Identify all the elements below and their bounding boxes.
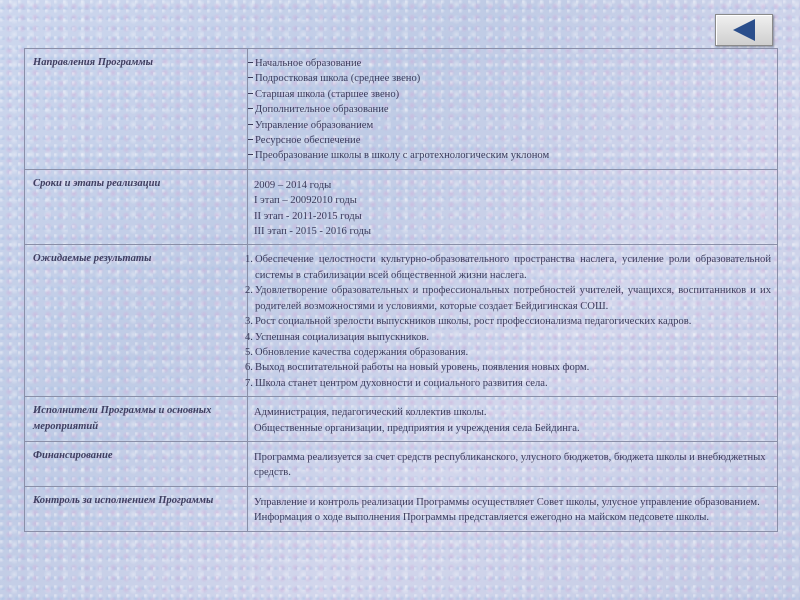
text-line: Управление и контроль реализации Программы осуществляет Совет школы, улусное управление образованием. bbox=[254, 496, 760, 508]
list-item: Управление образованием bbox=[248, 118, 771, 133]
control-text bbox=[248, 490, 771, 528]
table-row bbox=[25, 441, 778, 486]
row-label: Сроки и этапы реализации bbox=[25, 169, 248, 245]
text-line: Администрация, педагогический коллектив школы. bbox=[254, 407, 487, 419]
row-label: Контроль за исполнением Программы bbox=[25, 486, 248, 531]
list-item bbox=[245, 345, 771, 360]
row-label: Финансирование bbox=[25, 441, 248, 486]
item-number: 2. bbox=[245, 285, 253, 297]
table-row bbox=[25, 49, 778, 170]
list-item: Ресурсное обеспечение bbox=[248, 133, 771, 148]
row-value bbox=[248, 169, 778, 245]
timeline-text bbox=[248, 173, 771, 242]
list-item: Начальное образование bbox=[248, 56, 771, 71]
item-number: 5. bbox=[245, 346, 253, 358]
row-value bbox=[248, 486, 778, 531]
back-arrow-icon bbox=[733, 19, 755, 41]
row-value bbox=[248, 441, 778, 486]
table-row bbox=[25, 397, 778, 442]
text-line: 2009 – 2014 годы bbox=[254, 179, 332, 191]
item-text: Удовлетворение образовательных и профессиональных потребностей учителей, учащихся, воспитанников и их родителей возможностями и условиями, которые создает Бейдигинская СОШ. bbox=[255, 285, 771, 312]
list-item bbox=[245, 330, 771, 345]
program-table bbox=[24, 48, 778, 532]
item-text: Рост социальной зрелости выпускников школы, рост профессионализма педагогических кадров. bbox=[255, 316, 692, 328]
list-item bbox=[245, 360, 771, 375]
text-line: Общественные организации, предприятия и учреждения села Бейдинга. bbox=[254, 422, 580, 434]
row-label: Ожидаемые результаты bbox=[25, 245, 248, 397]
text-line: I этап – 20092010 годы bbox=[254, 195, 357, 207]
item-number: 1. bbox=[245, 254, 253, 266]
item-text: Успешная социализация выпускников. bbox=[255, 331, 430, 343]
back-button[interactable] bbox=[715, 14, 773, 46]
item-text: Обеспечение целостности культурно-образовательного пространства наслега, усиление роли образовательной системы в стабилизации всей общественной жизни наслега. bbox=[255, 254, 771, 281]
item-number: 7. bbox=[245, 377, 253, 389]
item-number: 3. bbox=[245, 316, 253, 328]
item-text: Обновление качества содержания образования. bbox=[255, 346, 469, 358]
list-item bbox=[245, 283, 771, 314]
row-value bbox=[245, 245, 778, 397]
row-label: Исполнители Программы и основных мероприятий bbox=[25, 397, 248, 442]
text-line: Программа реализуется за счет средств республиканского, улусного бюджетов, бюджета школы и внебюджетных средств. bbox=[254, 451, 766, 479]
row-label: Направления Программы bbox=[25, 49, 248, 170]
table-row bbox=[25, 245, 778, 397]
list-item: Преобразование школы в школу с агротехнологическим уклоном bbox=[248, 148, 771, 163]
list-item: Подростковая школа (среднее звено) bbox=[248, 71, 771, 86]
executors-text bbox=[248, 400, 771, 438]
text-line: Информация о ходе выполнения Программы представляется ежегодно на майском педсовете школы. bbox=[254, 512, 710, 524]
table-row bbox=[25, 486, 778, 531]
results-list bbox=[245, 248, 771, 393]
text-line: II этап - 2011-2015 годы bbox=[254, 210, 362, 222]
text-line: III этап - 2015 - 2016 годы bbox=[254, 226, 372, 238]
list-item bbox=[245, 252, 771, 283]
row-value bbox=[248, 397, 778, 442]
list-item bbox=[245, 314, 771, 329]
item-number: 6. bbox=[245, 362, 253, 374]
row-value bbox=[248, 49, 778, 170]
item-number: 4. bbox=[245, 331, 253, 343]
item-text: Школа станет центром духовности и социального развития села. bbox=[255, 377, 548, 389]
list-item bbox=[245, 376, 771, 391]
list-item: Старшая школа (старшее звено) bbox=[248, 87, 771, 102]
item-text: Выход воспитательной работы на новый уровень, появления новых форм. bbox=[255, 362, 590, 374]
directions-list bbox=[248, 52, 771, 166]
list-item: Дополнительное образование bbox=[248, 102, 771, 117]
financing-text bbox=[248, 445, 771, 483]
table-row bbox=[25, 169, 778, 245]
